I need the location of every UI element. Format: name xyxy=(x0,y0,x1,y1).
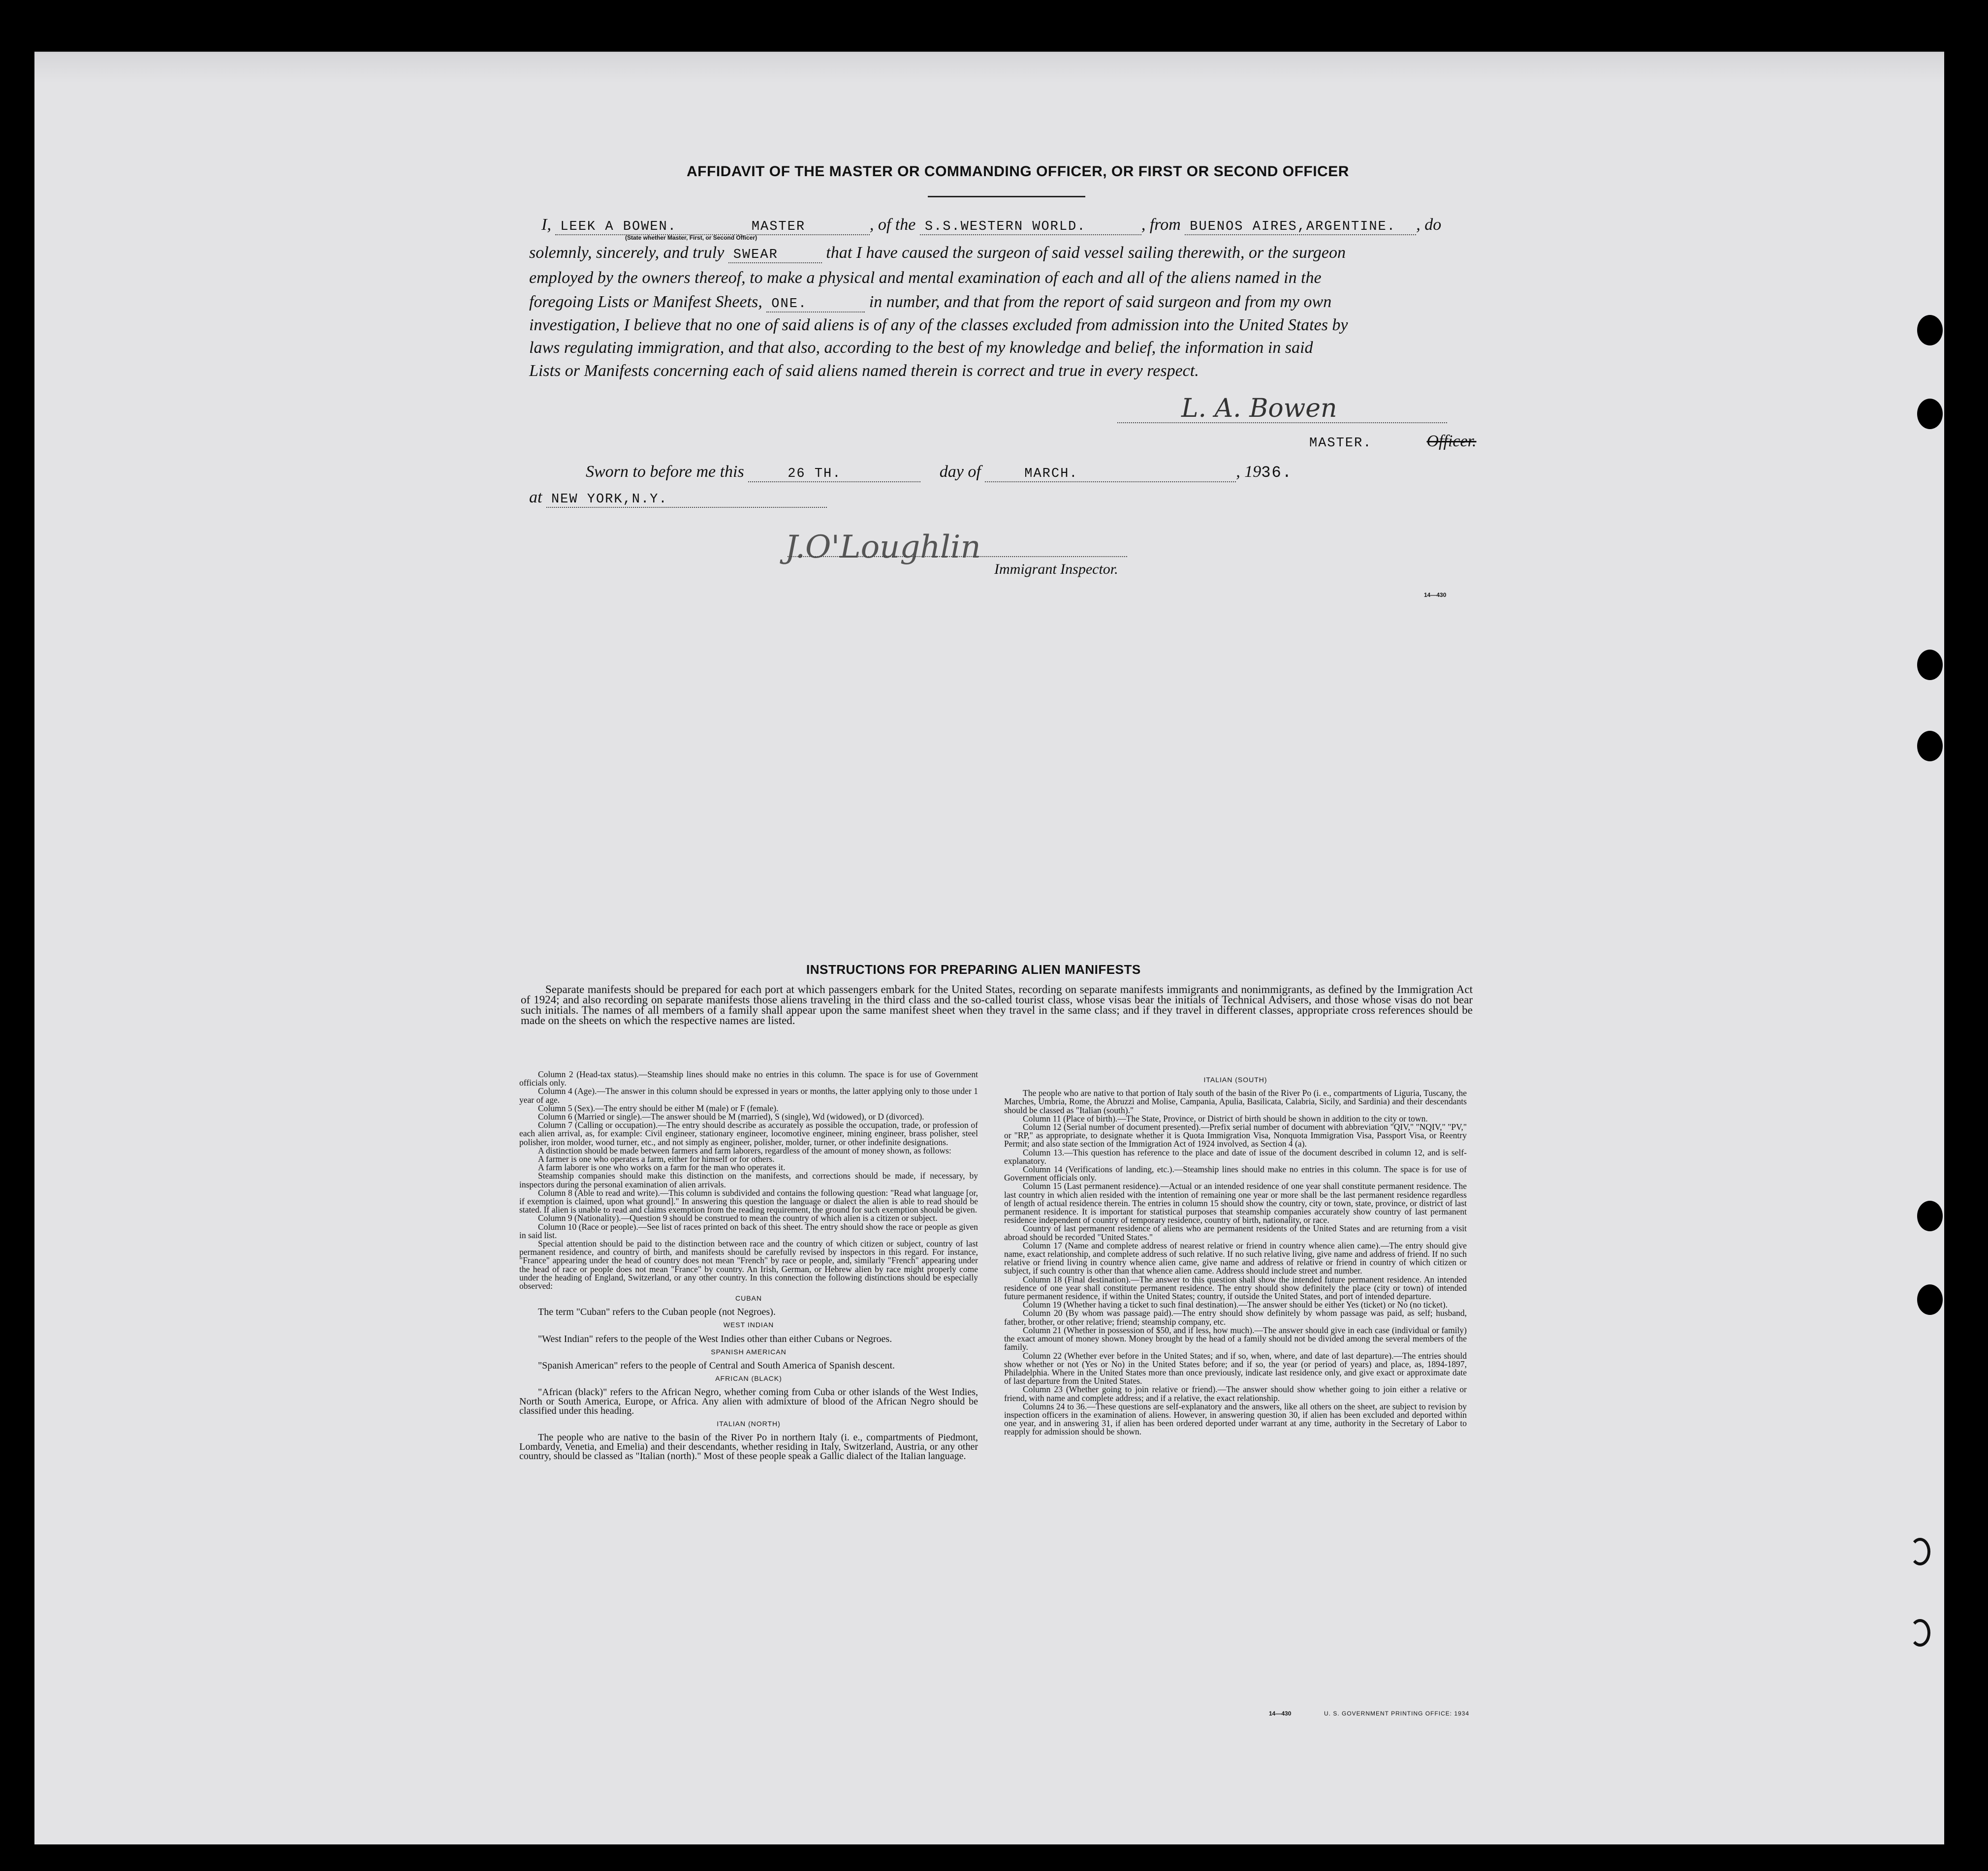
from-label: , from xyxy=(1141,216,1181,234)
text: at xyxy=(529,488,542,506)
instruction-paragraph: Column 6 (Married or single).—The answer should be M (married), S (single), Wd (widowed), or D (divorced). xyxy=(538,1112,924,1122)
instruction-paragraph: Special attention should be paid to the distinction between race and the country of which citizen or subject, country of last permanent residence, and country of birth, and manifests should be carefully revised by inspectors in this regard. For instance, "France" appearing under the head of country does not mean "French" by race or people, and, similarly "French" appearing under the head of race or people does not mean "France" by country. An Irish, German, or Hebrew alien by race might properly come under the heading of England, Switzerland, or any other country. In this connection the following distinctions should be especially observed: xyxy=(519,1239,978,1291)
instruction-paragraph: Column 7 (Calling or occupation).—The entry should describe as accurately as possible the occupation, trade, or profession of each alien arrival, as, for example: Civil engineer, stationary engineer, locomotive engineer, mining engineer, brass polisher, steel polisher, iron molder, wood turner, etc., and not simply as engineer, polisher, molder, turner, or other indefinite designations. xyxy=(519,1120,978,1147)
sworn-place: NEW YORK,N.Y. xyxy=(546,492,827,508)
oath-type: SWEAR xyxy=(728,248,822,263)
instruction-paragraph: Steamship companies should make this distinction on the manifests, and corrections should be made, if necessary, by inspectors during the personal examination of alien arrivals. xyxy=(519,1171,978,1189)
instruction-paragraph: The people who are native to that portion of Italy south of the basin of the River Po (i. e., compartments of Liguria, Tuscany, the Marches, Umbria, Rome, the Abruzzi and Molise, Campania, Apulia, Basilicata, Calabria, Sicily, and Sardinia) and their descendants should be classed as "Italian (south)." xyxy=(1004,1088,1467,1115)
instruction-paragraph: Columns 24 to 36.—These questions are self-explanatory and the answers, like all others on the sheet, are subject to revision by inspection officers in the examination of aliens. However, in answering question 30, if alien has been excluded and deported within one year, and in answering 31, if alien has been ordered deported under warrant at any time, authority in the Secretary of Labor to reapply for admission should be shown. xyxy=(1004,1401,1467,1437)
instructions-title: INSTRUCTIONS FOR PREPARING ALIEN MANIFESTS xyxy=(806,962,1141,977)
instruction-paragraph: Column 2 (Head-tax status).—Steamship lines should make no entries in this column. The space is for use of Government officials only. xyxy=(519,1069,978,1088)
affidavit-line-2 xyxy=(529,244,1346,263)
instruction-paragraph: "Spanish American" refers to the people of Central and South America of Spanish descent. xyxy=(538,1360,895,1371)
instruction-paragraph: A farmer is one who operates a farm, either for himself or for others. xyxy=(538,1154,775,1164)
binder-hole xyxy=(1917,650,1943,680)
text: foregoing Lists or Manifest Sheets, xyxy=(529,293,762,311)
inspector-label: Immigrant Inspector. xyxy=(994,561,1118,577)
master-name: LEEK A BOWEN. xyxy=(555,219,742,235)
sworn-month: MARCH. xyxy=(985,467,1236,482)
affidavit-line-5: investigation, I believe that no one of said aliens is of any of the classes excluded from admission into the United States by xyxy=(529,316,1348,334)
signature-line xyxy=(1117,422,1447,423)
instruction-paragraph: "African (black)" refers to the African Negro, whether coming from Cuba or other islands of the West Indies, North or South America, Europe, or Africa. Any alien with admixture of blood of the African Negro should be classified under this heading. xyxy=(519,1387,978,1417)
instruction-paragraph: Column 4 (Age).—The answer in this column should be expressed in years or months, the latter applying only to those under 1 year of age. xyxy=(519,1086,978,1105)
sheet-count: ONE. xyxy=(766,297,865,312)
instruction-paragraph: Column 8 (Able to read and write).—This column is subdivided and contains the following question: "Read what language [or, if exemption is claimed, upon what ground]." In answering this question the language or dialect the alien is able to read should be stated. If alien is unable to read and claims exemption from the reading requirement, the ground for such exemption should be given. xyxy=(519,1187,978,1215)
instruction-paragraph: Column 15 (Last permanent residence).—Actual or an intended residence of one year shall constitute permanent residence. The last country in which alien resided with the intention of remaining one year or more shall be the last permanent residence regardless of length of actual residence therein. The entries in column 15 should show the country, city or town, state, province, or district of last permanent residence. It is important for statistical purposes that steamship companies accurately show country of last permanent residence independent of country of temporary residence, country of birth, nationality, or race. xyxy=(1004,1181,1467,1225)
instruction-paragraph: Column 13.—This question has reference to the place and date of issue of the document described in column 12, and is self-explanatory. xyxy=(1004,1147,1467,1166)
section-heading: AFRICAN (BLACK) xyxy=(715,1374,782,1382)
sworn-line xyxy=(586,463,1293,482)
master-signature: L. A. Bowen xyxy=(1181,394,1337,423)
footer-form-code: 14—430 xyxy=(1269,1710,1292,1717)
inspector-line xyxy=(788,556,1127,557)
instruction-paragraph: "West Indian" refers to the people of the West Indies other than either Cubans or Negroes. xyxy=(538,1333,892,1344)
of-the: , of the xyxy=(869,216,916,234)
form-code: 14—430 xyxy=(1424,592,1447,598)
section-heading: CUBAN xyxy=(735,1294,762,1303)
instruction-paragraph: Column 23 (Whether going to join relative or friend).—The answer should show whether going to join either a relative or friend, with name and complete address; and if a relative, the exact relationship. xyxy=(1004,1384,1467,1403)
binder-hole xyxy=(1910,1538,1930,1565)
signer-title xyxy=(1304,432,1477,451)
section-heading: SPANISH AMERICAN xyxy=(711,1347,787,1356)
instruction-paragraph: Column 21 (Whether in possession of $50, and if less, how much).—The answer should give in each case (individual or family) the exact amount of money shown. Money brought by the head of a family should not be divided among the several members of the family. xyxy=(1004,1325,1467,1352)
section-heading: ITALIAN (NORTH) xyxy=(717,1420,781,1428)
binder-hole xyxy=(1917,1284,1943,1315)
text: that I have caused the surgeon of said vessel sailing therewith, or the surgeon xyxy=(826,244,1346,262)
affidavit-title: AFFIDAVIT OF THE MASTER OR COMMANDING OFFICER, OR FIRST OR SECOND OFFICER xyxy=(687,163,1349,180)
pronoun: I, xyxy=(541,216,551,234)
printer-credit: U. S. GOVERNMENT PRINTING OFFICE: 1934 xyxy=(1324,1710,1470,1717)
instruction-paragraph: Column 9 (Nationality).—Question 9 should be construed to mean the country of which alien is a citizen or subject. xyxy=(538,1213,938,1223)
instruction-paragraph: Column 14 (Verifications of landing, etc.).—Steamship lines should make no entries in this column. The space is for use of Government officials only. xyxy=(1004,1164,1467,1183)
text: day of xyxy=(939,463,981,481)
instruction-paragraph: Column 22 (Whether ever before in the United States; and if so, when, where, and date of last departure).—The entries should show whether or not (Yes or No) in the United States before; and if so, the year (or period of years) and place, as, 1894-1897, Philadelphia. Where in the United States more than once previously, indicate last residence only, and give exact or approximate date of last departure from the United States. xyxy=(1004,1350,1467,1386)
section-heading: WEST INDIAN xyxy=(723,1321,774,1329)
officer-label: Officer. xyxy=(1426,432,1477,450)
instruction-paragraph: A farm laborer is one who works on a farm for the man who operates it. xyxy=(538,1162,786,1173)
instruction-paragraph: The term "Cuban" refers to the Cuban people (not Negroes). xyxy=(538,1307,776,1318)
instruction-paragraph: The people who are native to the basin of the River Po in northern Italy (i. e., compartments of Piedmont, Lombardy, Venetia, and Emelia) and their descendants, whether residing in Italy, Switzerland, Austria, or any other country, should be classed as "Italian (north)." Most of these people speak a Gallic dialect of the Italian language. xyxy=(519,1432,978,1462)
sworn-year: 36. xyxy=(1261,464,1293,482)
instruction-paragraph: Country of last permanent residence of aliens who are permanent residents of the United States and are returning from a visit abroad should be recorded "United States." xyxy=(1004,1223,1467,1242)
instruction-paragraph: A distinction should be made between farmers and farm laborers, regardless of the amount of money shown, as follows: xyxy=(538,1145,951,1155)
instruction-paragraph: Column 19 (Whether having a ticket to such final destination).—The answer should be either Yes (ticket) or No (no ticket). xyxy=(1023,1300,1448,1310)
instruction-paragraph: Column 12 (Serial number of document presented).—Prefix serial number of document with abbreviation "QIV," "NQIV," "PV," or "RP," as appropriate, to designate whether it is Quota Immigration Visa, Nonquota Immigration Visa, Passport Visa, or Reentry Permit; and also state section of the Immigration Act of 1924 involved, as Section 4 (a). xyxy=(1004,1122,1467,1149)
master-rank: MASTER xyxy=(747,219,870,235)
affidavit-line-3: employed by the owners thereof, to make a physical and mental examination of each and all of the aliens named in the xyxy=(529,269,1322,287)
inspector-signature: J.O'Loughlin xyxy=(785,529,981,565)
title-rule xyxy=(928,196,1085,197)
instructions-intro: Separate manifests should be prepared for each port at which passengers embark for the United States, recording on separate manifests immigrants and nonimmigrants, as defined by the Immigration Act of 1924; and also recording on separate manifests those aliens traveling in the third class and the so-called tourist class, whose visas bear the initials of Technical Advisers, and those whose visas do not bear such initials. The names of all members of a family shall appear upon the same manifest sheet when they travel in the same class; and if they travel in different classes, appropriate cross references should be made on the sheets on which the respective names are listed. xyxy=(521,983,1473,1027)
instruction-paragraph: Column 11 (Place of birth).—The State, Province, or District of birth should be shown in addition to the city or town. xyxy=(1023,1113,1428,1123)
affidavit-line-1 xyxy=(541,216,1441,235)
text: in number, and that from the report of said surgeon and from my own xyxy=(869,293,1332,311)
binder-hole xyxy=(1917,315,1943,345)
instruction-paragraph: Column 20 (By whom was passage paid).—The entry should show definitely by whom passage was paid, as self; husband, father, brother, or other relative; friend; steamship company, etc. xyxy=(1004,1308,1467,1327)
text: , 19 xyxy=(1236,463,1262,481)
instructions-right-column xyxy=(1004,1072,1467,1436)
sworn-day: 26 TH. xyxy=(748,467,920,482)
affidavit-line-6: laws regulating immigration, and that also, according to the best of my knowledge and belief, the information in said xyxy=(529,339,1313,357)
text: solemnly, sincerely, and truly xyxy=(529,244,725,262)
instruction-paragraph: Column 18 (Final destination).—The answer to this question shall show the intended future permanent residence. An intended residence of one year shall constitute permanent residence. The entry should show definitely the place (city or town) of intended future permanent residence, if within the United States; country, if outside the United States, and port of intended departure. xyxy=(1004,1274,1467,1302)
affidavit-line-4 xyxy=(529,293,1331,312)
binder-hole xyxy=(1917,399,1943,429)
binder-hole xyxy=(1917,1201,1943,1231)
instruction-paragraph: Column 17 (Name and complete address of nearest relative or friend in country whence alien came).—The entry should give name, exact relationship, and complete address of such relative. If no such relative living, give name and address of friend. If no such relative or friend living in country whence alien came, give name and address of relative or friend in country of which citizen or subject, if such country is other than that whence alien came. Address should include street and number. xyxy=(1004,1240,1467,1276)
instructions-left-column xyxy=(519,1070,978,1461)
text: Sworn to before me this xyxy=(586,463,744,481)
section-heading: ITALIAN (SOUTH) xyxy=(1203,1076,1267,1084)
affidavit-line-7: Lists or Manifests concerning each of said aliens named therein is correct and true in every respect. xyxy=(529,362,1199,380)
sworn-place-line xyxy=(529,488,827,508)
instruction-paragraph: Column 5 (Sex).—The entry should be either M (male) or F (female). xyxy=(538,1103,779,1113)
binder-hole xyxy=(1917,731,1943,761)
rank-note: (State whether Master, First, or Second Officer) xyxy=(625,234,757,241)
instruction-paragraph: Column 10 (Race or people).—See list of races printed on back of this sheet. The entry should show the race or people as given in said list. xyxy=(519,1221,978,1240)
signer-rank: MASTER. xyxy=(1309,436,1372,451)
vessel-name: S.S.WESTERN WORLD. xyxy=(920,219,1141,235)
departure-port: BUENOS AIRES,ARGENTINE. xyxy=(1185,219,1416,235)
do-label: , do xyxy=(1416,216,1442,234)
binder-hole xyxy=(1910,1619,1930,1647)
